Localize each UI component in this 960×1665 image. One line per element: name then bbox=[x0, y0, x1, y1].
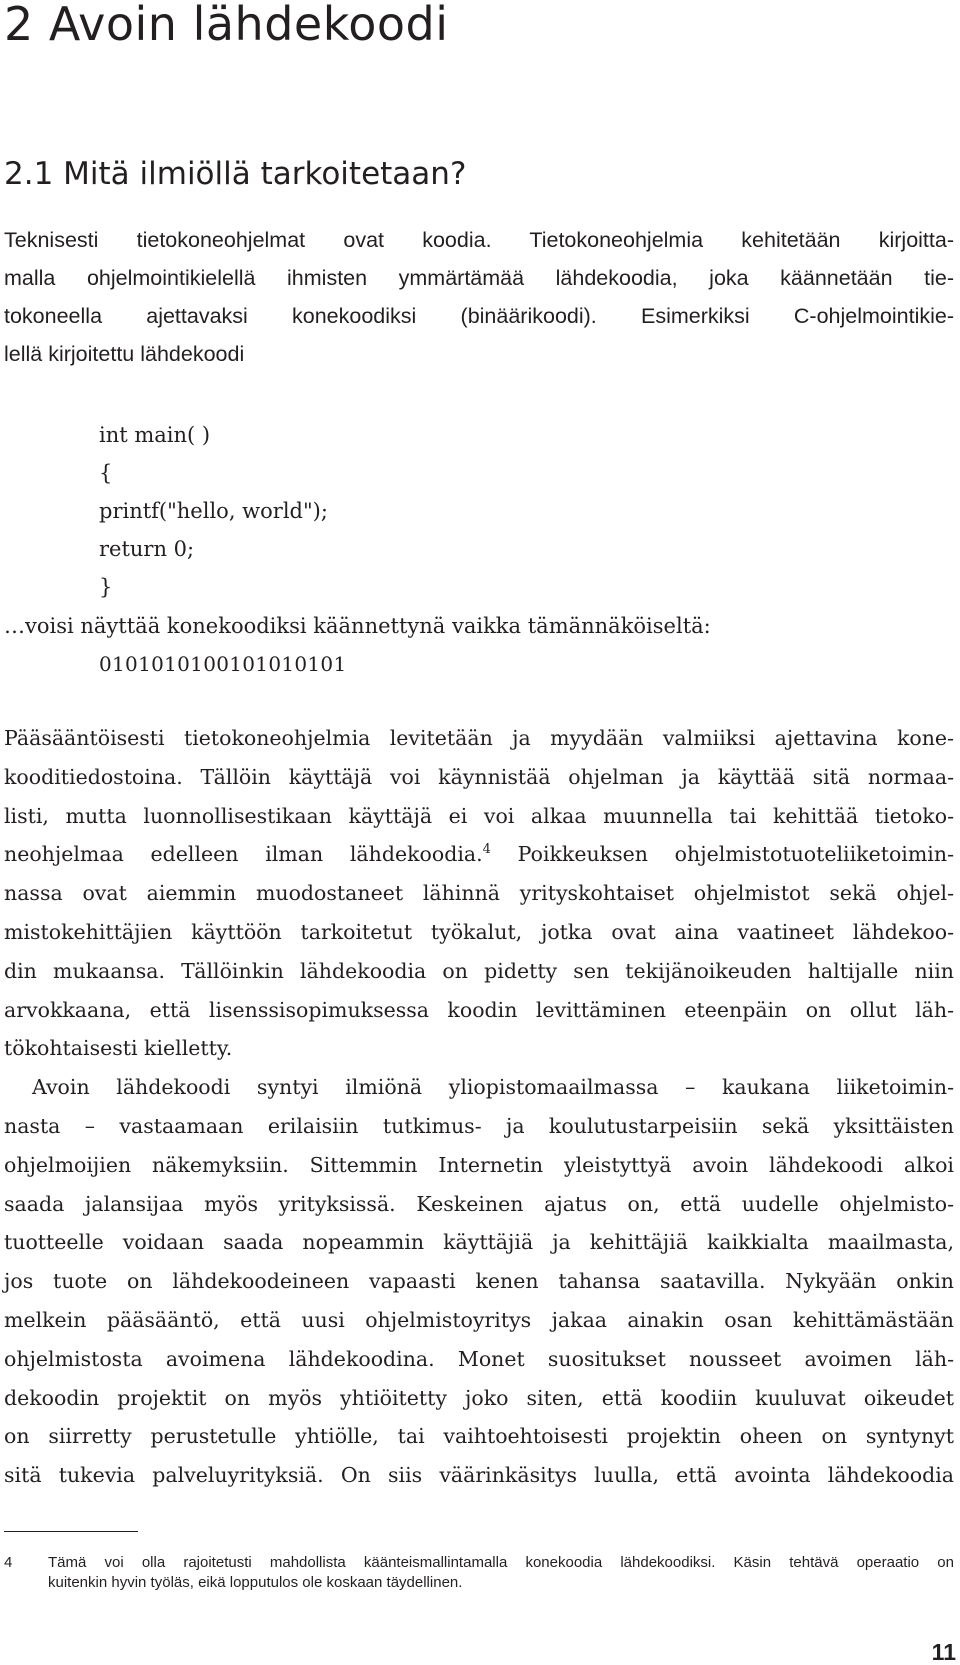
body-text bbox=[4, 719, 954, 1495]
code-line: } bbox=[99, 575, 113, 599]
intro-line: Teknisesti tietokoneohjelmat ovat koodia. Tietokoneohjelmia kehitetään kirjoitta- bbox=[4, 228, 954, 252]
footnote-reference[interactable]: 4 bbox=[482, 842, 491, 858]
footnote-text bbox=[48, 1553, 954, 1593]
body-line: din mukaansa. Tällöinkin lähdekoodia on pidetty sen tekijänoikeuden haltijalle niin bbox=[4, 958, 954, 983]
code-example bbox=[99, 416, 328, 606]
section-title: 2.1 Mitä ilmiöllä tarkoitetaan? bbox=[4, 156, 467, 192]
body-line: Avoin lähdekoodi syntyi ilmiönä yliopistomaailmassa – kaukana liiketoimin- bbox=[32, 1075, 954, 1100]
body-line: tuotteelle voidaan saada nopeammin käyttäjiä ja kehittäjiä kaikkialta maailmasta, bbox=[4, 1230, 954, 1255]
body-line: saada jalansijaa myös yrityksissä. Keskeinen ajatus on, että uudelle ohjelmisto- bbox=[4, 1191, 954, 1216]
body-line: on siirretty perustetulle yhtiölle, tai vaihtoehtoisesti projektin oheen on syntynyt bbox=[4, 1424, 954, 1449]
footnote bbox=[4, 1553, 954, 1593]
body-line: nasta – vastaamaan erilaisiin tutkimus- ja koulutustarpeisiin sekä yksittäisten bbox=[4, 1113, 954, 1138]
body-line: sitä tukevia palveluyrityksiä. On siis väärinkäsitys luulla, että avointa lähdekoodia bbox=[4, 1463, 954, 1488]
body-line: nassa ovat aiemmin muodostaneet lähinnä yrityskohtaiset ohjelmistot sekä ohjel- bbox=[4, 881, 954, 906]
body-line: dekoodin projektit on myös yhtiöitetty joko siten, että koodiin kuuluvat oikeudet bbox=[4, 1385, 954, 1410]
translation-line: …voisi näyttää konekoodiksi käännettynä vaikka tämännäköiseltä: bbox=[4, 614, 711, 638]
chapter-title: 2 Avoin lähdekoodi bbox=[4, 0, 449, 51]
footnote-line: kuitenkin hyvin työläs, eikä lopputulos ole koskaan täydellinen. bbox=[48, 1574, 463, 1591]
page-number: 11 bbox=[931, 1639, 956, 1665]
body-line: tökohtaisesti kielletty. bbox=[4, 1036, 233, 1061]
binary-example: 0101010100101010101 bbox=[99, 652, 347, 676]
footnote-divider bbox=[4, 1531, 138, 1532]
intro-paragraph bbox=[4, 221, 954, 373]
body-line: arvokkaana, että lisenssisopimuksessa koodin levittäminen eteenpäin on ollut läh- bbox=[4, 997, 954, 1022]
body-line: ohjelmoijien näkemyksiin. Sittemmin Internetin yleistyttyä avoin lähdekoodi alkoi bbox=[4, 1152, 954, 1177]
code-line: printf("hello, world"); bbox=[99, 499, 328, 523]
body-line: Pääsääntöisesti tietokoneohjelmia levitetään ja myydään valmiiksi ajettavina kone- bbox=[4, 726, 954, 750]
body-line: listi, mutta luonnollisestikaan käyttäjä ei voi alkaa muunnella tai kehittää tietoko- bbox=[4, 803, 954, 828]
body-line: ohjelmistosta avoimena lähdekoodina. Monet suositukset nousseet avoimen läh- bbox=[4, 1346, 954, 1371]
intro-line: malla ohjelmointikielellä ihmisten ymmärtämää lähdekoodia, joka käännetään tie- bbox=[4, 266, 954, 290]
intro-line: tokoneella ajettavaksi konekoodiksi (binäärikoodi). Esimerkiksi C-ohjelmointikie- bbox=[4, 304, 954, 328]
body-line-text: Poikkeuksen ohjelmistotuoteliiketoimin- bbox=[517, 842, 954, 867]
code-line: { bbox=[99, 461, 113, 485]
intro-line: lellä kirjoitettu lähdekoodi bbox=[4, 342, 245, 366]
body-line: melkein pääsääntö, että uusi ohjelmistoyritys jakaa ainakin osan kehittämästään bbox=[4, 1307, 954, 1332]
body-line: kooditiedostoina. Tällöin käyttäjä voi käynnistää ohjelman ja käyttää sitä normaa- bbox=[4, 764, 954, 789]
footnote-number: 4 bbox=[4, 1554, 13, 1571]
code-line: int main( ) bbox=[99, 423, 211, 447]
body-line-with-footnote bbox=[4, 835, 954, 874]
body-line: mistokehittäjien käyttöön tarkoitetut työkalut, jotka ovat aina vaatineet lähdekoo- bbox=[4, 919, 954, 944]
code-line: return 0; bbox=[99, 537, 195, 561]
body-line: jos tuote on lähdekoodeineen vapaasti kenen tahansa saatavilla. Nykyään onkin bbox=[4, 1269, 954, 1294]
body-line-text: neohjelmaa edelleen ilman lähdekoodia. bbox=[4, 842, 483, 867]
footnote-line: Tämä voi olla rajoitetusti mahdollista käänteismallintamalla konekoodia lähdekoodiksi. Käsin tehtävä operaatio on bbox=[48, 1554, 954, 1571]
